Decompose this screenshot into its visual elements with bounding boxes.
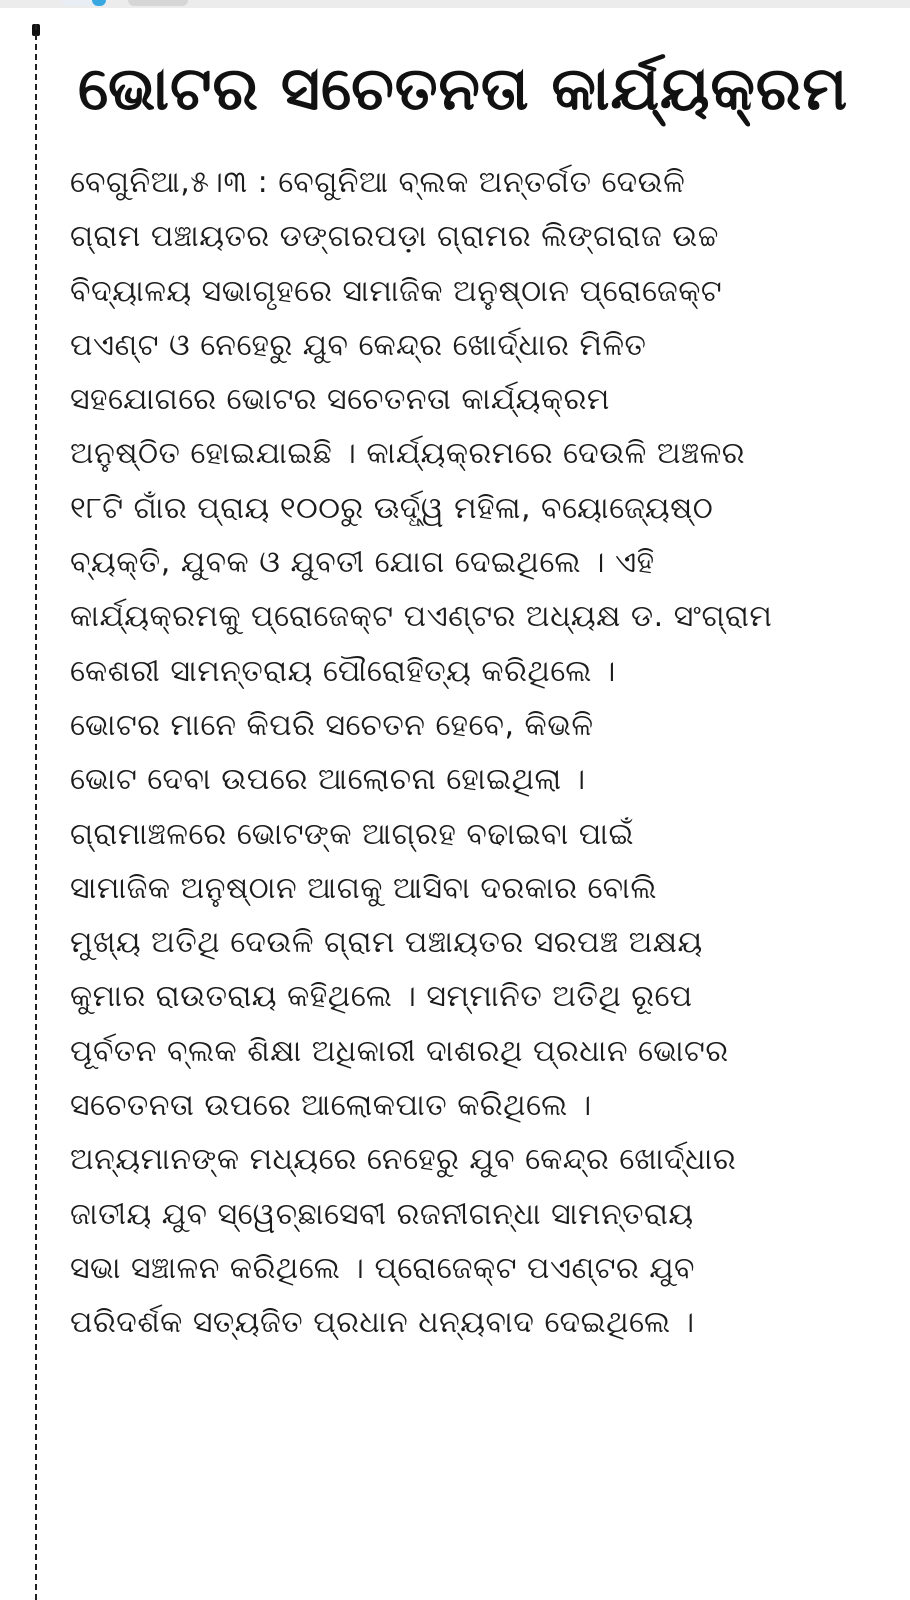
article-body-line: ପଏଣ୍ଟ ଓ ନେହେରୁ ଯୁବ କେନ୍ଦ୍ର ଖୋର୍ଦ୍ଧାର ମିଳିତ xyxy=(70,327,647,363)
article-body-line: ଅନ୍ୟମାନଙ୍କ ମଧ୍ୟରେ ନେହେରୁ ଯୁବ କେନ୍ଦ୍ର ଖୋର୍ଦ୍ଧାର xyxy=(70,1142,737,1178)
article-body-line: ପୂର୍ବତନ ବ୍ଲକ ଶିକ୍ଷା ଅଧିକାରୀ ଦାଶରଥି ପ୍ରଧାନ ଭୋଟର xyxy=(70,1033,729,1069)
article-body-line: ଜାତୀୟ ଯୁବ ସ୍ୱେଚ୍ଛାସେବୀ ରଜନୀଗନ୍ଧା ସାମନ୍ତରାୟ xyxy=(70,1196,694,1232)
article-body-line: ଭୋଟ ଦେବା ଉପରେ ଆଲୋଚନା ହୋଇଥିଲା । xyxy=(70,762,586,798)
article-body-line: ପରିଦର୍ଶକ ସତ୍ୟଜିତ ପ୍ରଧାନ ଧନ୍ୟବାଦ ଦେଇଥିଲେ । xyxy=(70,1305,695,1341)
top-edge-strip xyxy=(0,0,910,8)
article-body-line: କାର୍ଯ୍ୟକ୍ରମକୁ ପ୍ରୋଜେକ୍ଟ ପଏଣ୍ଟର ଅଧ୍ୟକ୍ଷ ଡ. ସଂଗ୍ରାମ xyxy=(70,599,773,635)
article-body-line: ସହଯୋଗରେ ଭୋଟର ସଚେତନତା କାର୍ଯ୍ୟକ୍ରମ xyxy=(70,382,610,418)
article-body-line: ସାମାଜିକ ଅନୁଷ୍ଠାନ ଆଗକୁ ଆସିବା ଦରକାର ବୋଲି xyxy=(70,870,657,906)
article-body-line: ମୁଖ୍ୟ ଅତିଥି ଦେଉଳି ଗ୍ରାମ ପଞ୍ଚାୟତର ସରପଞ୍ଚ ଅକ୍ଷୟ xyxy=(70,925,703,961)
article-body-line: ଗ୍ରାମ ପଞ୍ଚାୟତର ଡଙ୍ଗରପଡ଼ା ଗ୍ରାମର ଲିଙ୍ଗରାଜ ଉଚ୍ଚ xyxy=(70,219,719,255)
article-body-line: ସଭା ସଞ୍ଚାଳନ କରିଥିଲେ । ପ୍ରୋଜେକ୍ଟ ପଏଣ୍ଟର ଯୁବ xyxy=(70,1250,696,1286)
column-rule-dashed xyxy=(35,24,37,1600)
article-body-line: ବ୍ୟକ୍ତି, ଯୁବକ ଓ ଯୁବତୀ ଯୋଗ ଦେଇଥିଲେ । ଏହି xyxy=(70,545,655,581)
article-body-line: ୧୮ଟି ଗାଁର ପ୍ରାୟ ୧୦୦ରୁ ଊର୍ଦ୍ଧ୍ୱ ମହିଳା, ବୟୋଜ୍ୟେଷ୍ଠ xyxy=(70,490,714,526)
news-article xyxy=(70,48,849,1351)
article-body-line: ଅନୁଷ୍ଠିତ ହୋଇଯାଇଛି । କାର୍ଯ୍ୟକ୍ରମରେ ଦେଉଳି ଅଞ୍ଚଳର xyxy=(70,436,746,472)
article-body-line: ସଚେତନତା ଉପରେ ଆଲୋକପାତ କରିଥିଲେ । xyxy=(70,1088,592,1124)
article-body-line: ବିଦ୍ୟାଳୟ ସଭାଗୃହରେ ସାମାଜିକ ଅନୁଷ୍ଠାନ ପ୍ରୋଜେକ୍ଟ xyxy=(70,273,723,309)
article-headline: ଭୋଟର ସଚେତନତା କାର୍ଯ୍ୟକ୍ରମ xyxy=(78,54,849,124)
article-body-line: କେଶରୀ ସାମନ୍ତରାୟ ପୌରୋହିତ୍ୟ କରିଥିଲେ । xyxy=(70,653,616,689)
article-body xyxy=(70,156,840,1351)
article-body-line: ଗ୍ରାମାଞ୍ଚଳରେ ଭୋଟଙ୍କ ଆଗ୍ରହ ବଢାଇବା ପାଇଁ xyxy=(70,816,634,852)
cropped-gray-mark xyxy=(128,0,188,6)
article-body-line: ଭୋଟର ମାନେ କିପରି ସଚେତନ ହେବେ, କିଭଳି xyxy=(70,707,594,743)
article-body-line: କୁମାର ରାଉତରାୟ କହିଥିଲେ । ସମ୍ମାନିତ ଅତିଥି ରୂପେ xyxy=(70,979,693,1015)
article-body-line: ବେଗୁନିଆ,୫।୩ : ବେଗୁନିଆ ବ୍ଲକ ଅନ୍ତର୍ଗତ ଦେଉଳି xyxy=(70,165,686,200)
